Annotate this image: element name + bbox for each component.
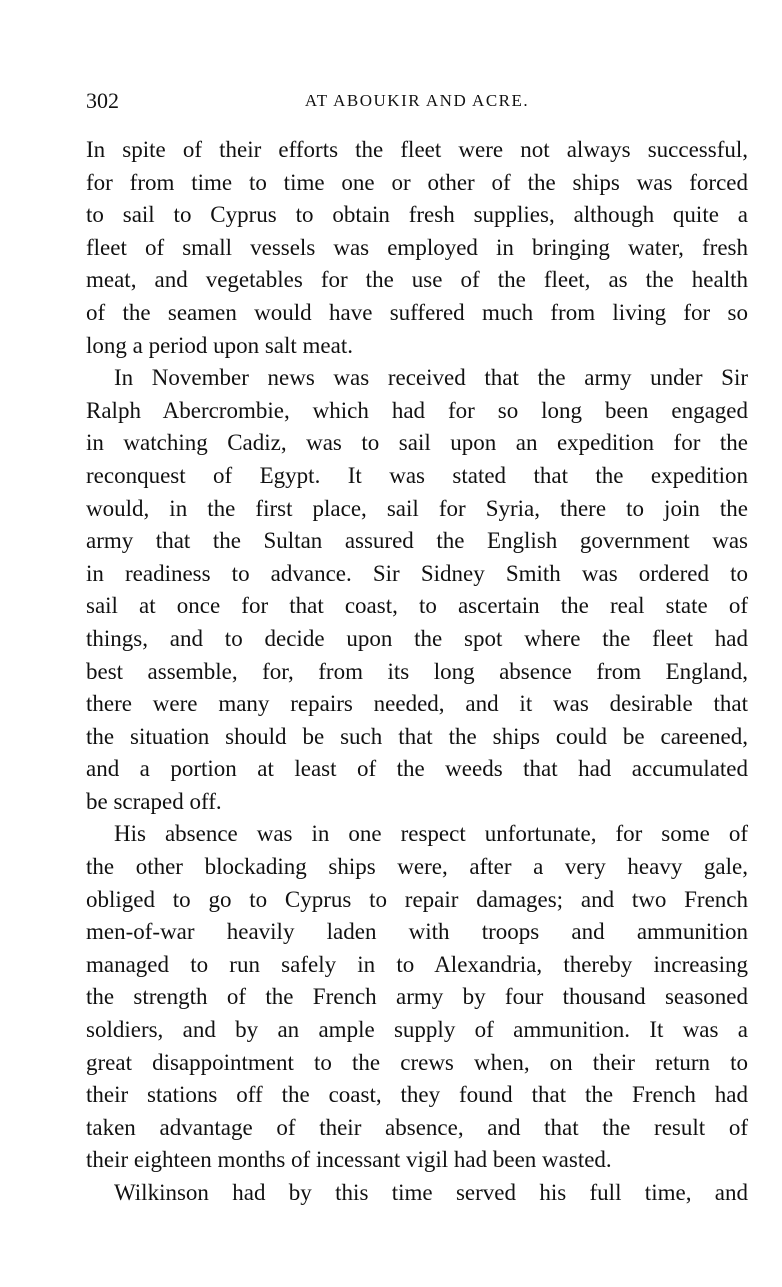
text-line: reconquest of Egypt. It was stated that the expedition — [86, 462, 748, 488]
paragraph — [86, 818, 748, 1177]
text-line: fleet of small vessels was employed in bringing water, fresh — [86, 234, 748, 260]
text-line: men-of-war heavily laden with troops and ammunition — [86, 919, 748, 945]
text-line: their eighteen months of incessant vigil had been wasted. — [86, 1147, 612, 1173]
text-line: in readiness to advance. Sir Sidney Smith was ordered to — [86, 560, 748, 586]
text-line: great disappointment to the crews when, on their return to — [86, 1049, 748, 1075]
text-line: army that the Sultan assured the English government was — [86, 528, 748, 554]
text-line: taken advantage of their absence, and that the result of — [86, 1114, 748, 1140]
text-line: the other blockading ships were, after a very heavy gale, — [86, 854, 748, 880]
text-line: in watching Cadiz, was to sail upon an expedition for the — [86, 430, 748, 456]
text-line: sail at once for that coast, to ascertain the real state of — [86, 593, 748, 619]
text-line: their stations off the coast, they found that the French had — [86, 1082, 748, 1108]
text-line: Ralph Abercrombie, which had for so long been engaged — [86, 397, 748, 423]
running-head: AT ABOUKIR AND ACRE. — [304, 91, 530, 110]
text-line: obliged to go to Cyprus to repair damages; and two French — [86, 886, 748, 912]
paragraph — [86, 134, 748, 362]
text-line: to sail to Cyprus to obtain fresh supplies, although quite a — [86, 202, 748, 228]
text-line: managed to run safely in to Alexandria, thereby increasing — [86, 951, 748, 977]
text-line: of the seamen would have suffered much from living for so — [86, 299, 748, 325]
text-line: soldiers, and by an ample supply of ammunition. It was a — [86, 1017, 748, 1043]
text-line: In spite of their efforts the fleet were not always successful, — [86, 137, 748, 162]
body-text — [86, 134, 748, 1210]
text-line: and a portion at least of the weeds that had accumulated — [86, 756, 748, 782]
text-line: the strength of the French army by four thousand seasoned — [86, 984, 748, 1010]
text-line: be scraped off. — [86, 788, 222, 814]
text-line: meat, and vegetables for the use of the fleet, as the health — [86, 267, 748, 293]
paragraph — [86, 1177, 748, 1210]
text-line: the situation should be such that the ships could be careened, — [86, 723, 748, 749]
text-line: things, and to decide upon the spot where the fleet had — [86, 625, 748, 651]
text-line: would, in the first place, sail for Syria, there to join the — [86, 495, 748, 521]
text-line: for from time to time one or other of the ships was forced — [86, 169, 748, 195]
page-number: 302 — [86, 88, 119, 113]
text-line: In November news was received that the army under Sir — [114, 365, 748, 391]
paragraph — [86, 362, 748, 818]
text-line: Wilkinson had by this time served his full time, and — [114, 1180, 748, 1205]
text-line: long a period upon salt meat. — [86, 332, 353, 358]
text-line: His absence was in one respect unfortunate, for some of — [114, 821, 748, 847]
page-header — [86, 86, 748, 116]
text-line: there were many repairs needed, and it was desirable that — [86, 691, 748, 717]
text-line: best assemble, for, from its long absence from England, — [86, 658, 748, 684]
